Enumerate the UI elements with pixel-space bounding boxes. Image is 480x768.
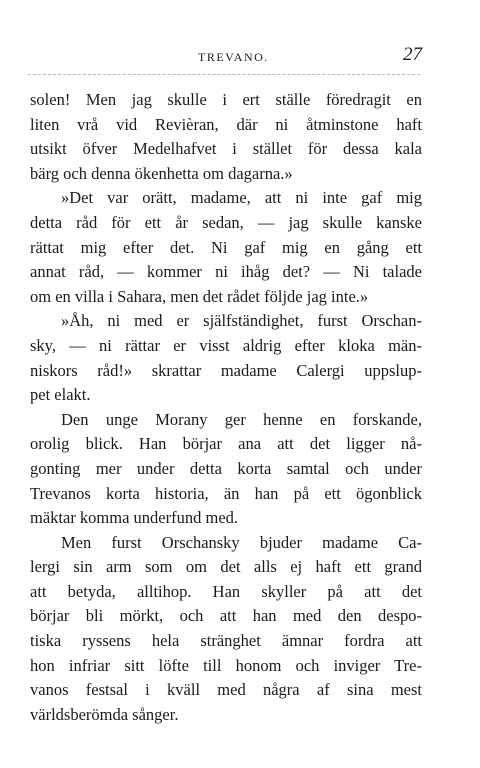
- text-line: lergi sin arm som om det alls ej haft ett grand: [30, 557, 422, 577]
- text-line: »Åh, ni med er själfständighet, furst Orschan-: [61, 311, 422, 331]
- text-line: bärg och denna ökenhetta om dagarna.»: [30, 163, 293, 183]
- text-line: annat råd, — kommer ni ihåg det? — Ni talade: [30, 262, 422, 282]
- text-line: mäktar komma underfund med.: [30, 508, 239, 528]
- text-line: solen! Men jag skulle i ert ställe föredragit en: [30, 90, 422, 109]
- text-line: liten vrå vid Revièran, där ni åtminstone haft: [30, 114, 422, 134]
- text-line: att betyda, alltihop. Han skyller på att det: [30, 581, 422, 601]
- running-title: TREVANO.: [198, 50, 269, 64]
- text-line: Den unge Morany ger henne en forskande,: [61, 409, 422, 429]
- text-line: vanos festsal i kväll med några af sina mest: [30, 680, 422, 700]
- text-line: »Det var orätt, madame, att ni inte gaf mig: [61, 188, 422, 208]
- text-line: sky, — ni rättar er visst aldrig efter kloka män-: [30, 335, 422, 355]
- text-line: om en villa i Sahara, men det rådet följde jag inte.»: [30, 286, 369, 306]
- body-text: [30, 88, 422, 727]
- text-line: detta råd för ett år sedan, — jag skulle kanske: [30, 212, 422, 232]
- page-header: [30, 42, 422, 66]
- text-line: orolig blick. Han börjar ana att det ligger nå-: [30, 434, 422, 454]
- text-line: börjar bli mörkt, och att han med den despo-: [30, 606, 422, 626]
- header-rule: [28, 74, 420, 75]
- text-line: tiska ryssens hela stränghet ämnar fordra att: [30, 631, 422, 651]
- text-line: världsberömda sånger.: [30, 704, 179, 724]
- text-line: Men furst Orschansky bjuder madame Ca-: [61, 532, 422, 552]
- text-line: Trevanos korta historia, än han på ett ögonblick: [30, 483, 422, 503]
- text-line: gonting mer under detta korta samtal och under: [30, 458, 422, 478]
- text-line: niskors råd!» skrattar madame Calergi uppslup-: [30, 360, 422, 380]
- text-line: pet elakt.: [30, 385, 91, 405]
- page-number: 27: [403, 44, 422, 65]
- text-line: rättat mig efter det. Ni gaf mig en gång ett: [30, 237, 422, 257]
- text-line: utsikt öfver Medelhafvet i stället för dessa kala: [30, 139, 422, 159]
- text-line: hon infriar sitt löfte till honom och inviger Tre-: [30, 655, 422, 675]
